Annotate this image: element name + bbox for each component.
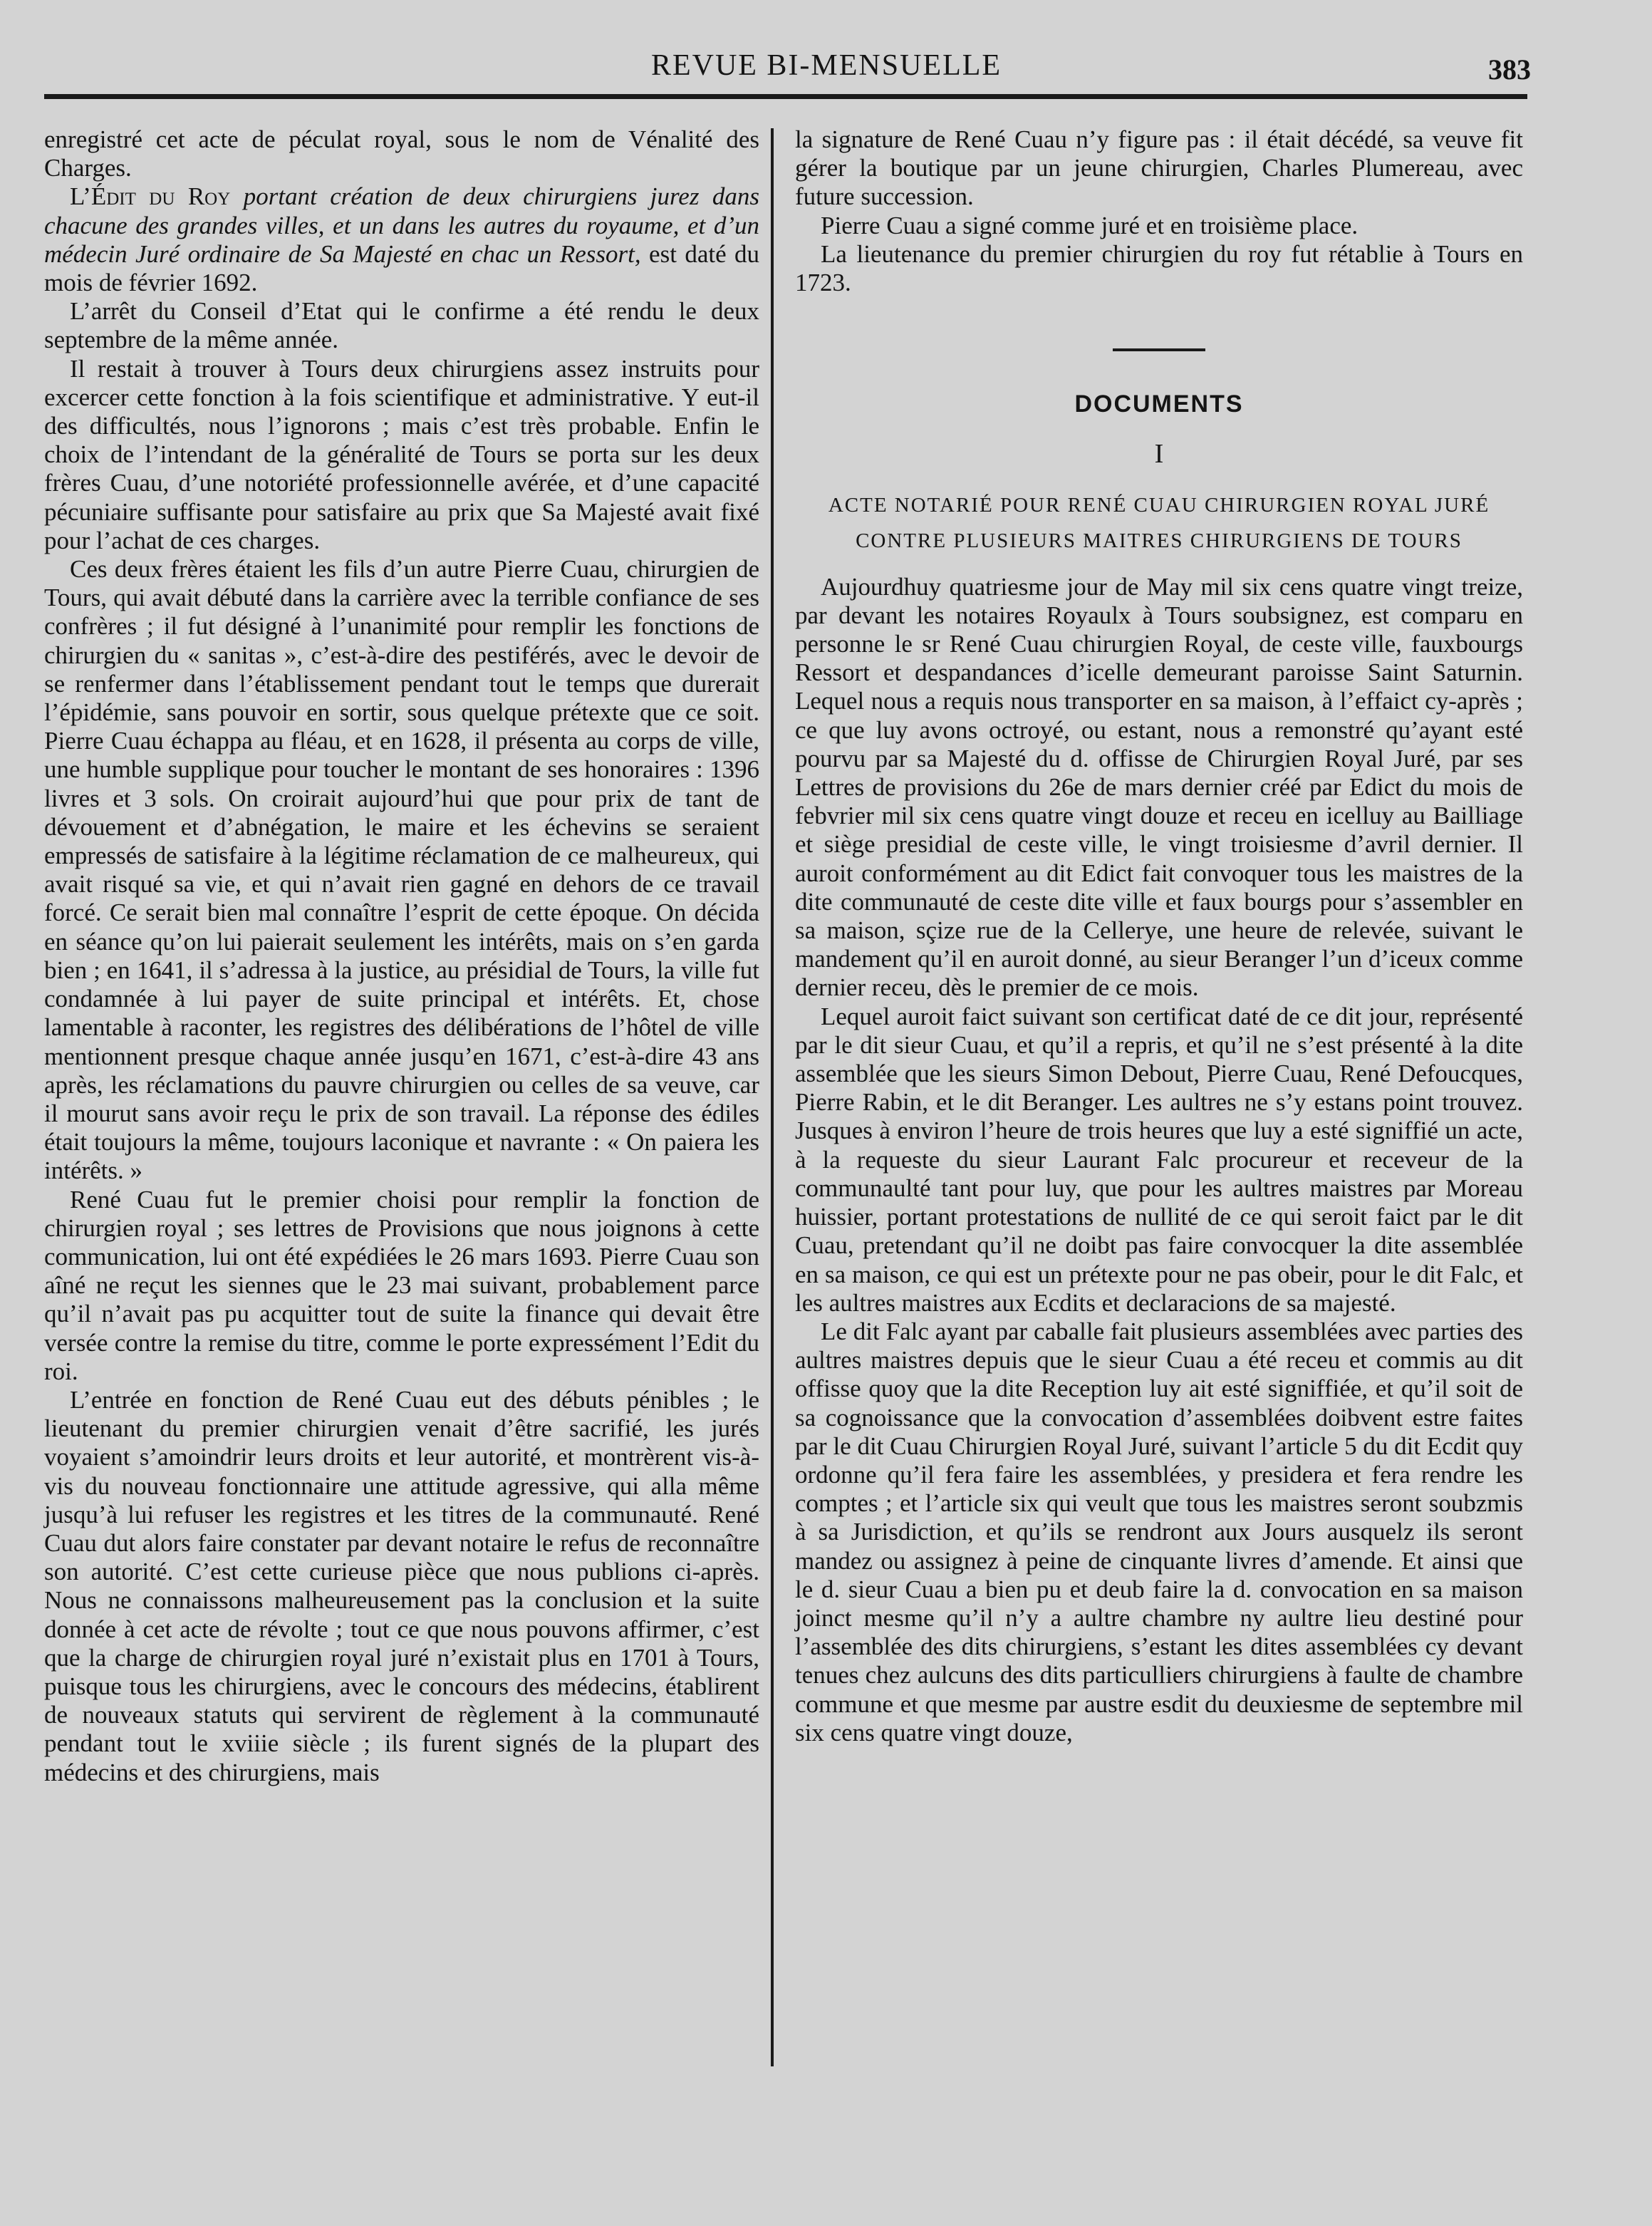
paragraph: la signature de René Cuau n’y figure pas : il était décédé, sa veuve fit gérer la boutique par un jeune chirurgien, Charles Plumereau, avec future succession. xyxy=(795,125,1523,211)
header-rule xyxy=(44,94,1527,99)
document-number: I xyxy=(1154,439,1164,470)
right-column xyxy=(795,125,1523,1747)
edit-date: est daté du mois de février 1692. xyxy=(44,239,760,297)
left-column xyxy=(44,125,759,1787)
section-rule xyxy=(1113,348,1205,351)
document-title xyxy=(795,487,1523,559)
paragraph: La lieutenance du premier chirurgien du roy fut rétablie à Tours en 1723. xyxy=(795,239,1523,297)
paragraph: enregistré cet acte de péculat royal, sous le nom de Vénalité des Charges. xyxy=(44,125,759,182)
paragraph: Pierre Cuau a signé comme juré et en troisième place. xyxy=(821,211,1359,239)
edit-title: L’Édit du Roy xyxy=(70,182,231,211)
paragraph: L’entrée en fonction de René Cuau eut des débuts pénibles ; le lieutenant du premier chirurgien venait d’être sacrifié, les jurés voyaient s’amoindrir leurs droits et leur autorité, et montrèrent vis-à-vis du nouveau fonctionnaire une attitude agressive, qui alla même jusqu’à lui refuser les registres et les titres de la communauté. René Cuau dut alors faire constater par devant notaire le refus de reconnaître son autorité. C’est cette curieuse pièce que nous publions ci-après. Nous ne connaissons malheureusement pas la conclusion et la suite donnée à cet acte de révolte ; tout ce que nous pouvons affirmer, c’est que la charge de chirurgien royal juré n’existait plus en 1701 à Tours, puisque tous les chirurgiens, avec le concours des médecins, établirent de nouveaux statuts qui servirent de règlement à la communauté pendant tout le xviiie siècle ; ils furent signés de la plupart des médecins et des chirurgiens, mais xyxy=(44,1385,759,1786)
document-paragraph: Aujourdhuy quatriesme jour de May mil six cens quatre vingt treize, par devant les notaires Royaulx à Tours soubsignez, est comparu en personne le sr René Cuau chirurgien Royal, de ceste ville, fauxbourgs Ressort et despandances d’icelle demeurant paroisse Saint Saturnin. Lequel nous a requis nous transporter en sa maison, à l’effaict cy-après ; ce que luy avons octroyé, ou estant, nous a remonstré qu’ayant esté pourvu par sa Majesté du d. offisse de Chirurgien Royal Juré, par ses Lettres de provisions du 26e de mars dernier créé par Edict du mois de febvrier mil six cens quatre vingt douze et receu en icelluy au Bailliage et siège presidial de ceste ville, le vingt troisiesme d’avril dernier. Il auroit conformément au dit Edict fait convoquer tous les maistres de la dite communauté de ceste dite ville et faux bourgs pour s’assembler en sa maison, sçize rue de la Cellerye, une heure de relevée, suivant le mandement qu’il en auroit donné, au sieur Beranger l’un d’iceux comme dernier receu, dès le premier de ce mois. xyxy=(795,572,1523,1002)
paragraph: René Cuau fut le premier choisi pour remplir la fonction de chirurgien royal ; ses lettres de Provisions que nous joignons à cette communication, lui ont été expédiées le 26 mars 1693. Pierre Cuau son aîné ne reçut les siennes que le 23 mai suivant, probablement parce qu’il n’avait pas pu acquitter tout de suite la finance qui devait être versée contre la remise du titre, comme le porte expressément l’Edit du roi. xyxy=(44,1185,759,1385)
document-paragraph: Le dit Falc ayant par caballe fait plusieurs assemblées avec parties des aultres maistres depuis que le sieur Cuau a été receu et commis au dit offisse quoy que la dite Reception luy ait esté signiffiée, et qu’il soit de sa cognoissance que la convocation d’assemblées doibvent estre faites par le dit Cuau Chirurgien Royal Juré, suivant l’article 5 du dit Ecdit quy ordonne qu’il fera faire les assemblées, y presidera et fera rendre les comptes ; et l’article six qui veult que tous les maistres seront soubzmis à sa Jurisdiction, et qu’ils se rendront aux Jours ausquelz ils seront mandez ou assignez à peine de cinquante livres d’amende. Et ainsi que le d. sieur Cuau a bien pu et deub faire la d. convocation en sa maison joinct mesme qu’il n’y a aultre chambre ny aultre lieu destiné pour l’assemblée des dits chirurgiens, s’estant les dites assemblées cy devant tenues chez aulcuns des dits particulliers chirurgiens à faulte de chambre commune et que mesme par austre esdit du deuxiesme de septembre mil six cens quatre vingt douze, xyxy=(795,1317,1523,1746)
document-title-line: ACTE NOTARIÉ POUR RENÉ CUAU CHIRURGIEN ROYAL JURÉ xyxy=(828,493,1490,517)
document-title-line: CONTRE PLUSIEURS MAITRES CHIRURGIENS DE TOURS xyxy=(856,529,1463,552)
column-divider xyxy=(771,128,774,2066)
paragraph: L’arrêt du Conseil d’Etat qui le confirme a été rendu le deux septembre de la même année. xyxy=(44,297,759,354)
section-heading: DOCUMENTS xyxy=(1074,390,1244,418)
paragraph: Il restait à trouver à Tours deux chirurgiens assez instruits pour excercer cette fonction à la fois scientifique et administrative. Y eut-il des difficultés, nous l’ignorons ; mais c’est très probable. Enfin le choix de l’intendant de la généralité de Tours se porta sur les deux frères Cuau, d’une notoriété professionnelle avérée, et d’une capacité pécuniaire suffisante pour satisfaire au prix que Sa Majesté avait fixé pour l’achat de ces charges. xyxy=(44,354,759,554)
running-header xyxy=(0,43,1652,93)
edit-description: portant création de deux chirurgiens jurez dans chacune des grandes villes, et un dans les autres du royaume, et d’un médecin Juré ordinaire de Sa Majesté en chac un Ressort, xyxy=(44,182,760,268)
document-paragraph: Lequel auroit faict suivant son certificat daté de ce dit jour, représenté par le dit sieur Cuau, et qu’il a repris, et qu’il ne s’est présenté à la dite assemblée que les sieurs Simon Debout, Pierre Cuau, René Defoucques, Pierre Rabin, et le dit Beranger. Les aultres ne s’y estans point trouvez. Jusques à environ l’heure de trois heures que luy a esté signiffié un acte, à la requeste du sieur Laurant Falc procureur et receveur de la communaulté tant pour luy, que pour les aultres maistres par Moreau huissier, portant protestations de nullité de ce qui seroit faict par le dit Cuau, pretendant qu’il ne doibt pas faire convocquer la dite assemblée en sa maison, ce qui est un prétexte pour ne pas obeir, pour le dit Falc, et les aultres maistres aux Ecdits et declaracions de sa majesté. xyxy=(795,1002,1523,1317)
page-number: 383 xyxy=(1488,53,1531,86)
paragraph-edit xyxy=(44,182,759,297)
paragraph: Ces deux frères étaient les fils d’un autre Pierre Cuau, chirurgien de Tours, qui avait débuté dans la carrière avec la terrible confiance de ses confrères ; il fut désigné à l’unanimité pour remplir les fonctions de chirurgien du « sanitas », c’est-à-dire des pestiférés, avec le devoir de se renfermer dans l’établissement pendant tout le temps que durerait l’épidémie, sans pouvoir en sortir, sous quelque prétexte que ce soit. Pierre Cuau échappa au fléau, et en 1628, il présenta au corps de ville, une humble supplique pour toucher le montant de ses honoraires : 1396 livres et 3 sols. On croirait aujourd’hui que pour prix de tant de dévouement et d’abnégation, le maire et les échevins se seraient empressés de satisfaire à la légitime réclamation de ce malheureux, qui avait risqué sa vie, et qui n’avait rien gagné en dehors de ce travail forcé. Ce serait bien mal connaître l’esprit de cette époque. On décida en séance qu’on lui paierait seulement les intérêts, mais on s’en garda bien ; en 1641, il s’adressa à la justice, au présidial de Tours, la ville fut condamnée à lui payer de suite principal et intérêts. Et, chose lamentable à raconter, les registres des délibérations de l’hôtel de ville mentionnent presque chaque année jusqu’en 1671, c’est-à-dire 43 ans après, les réclamations du pauvre chirurgien ou celles de sa veuve, car il mourut sans avoir reçu le prix de son travail. La réponse des édiles était toujours la même, toujours laconique et navrante : « On paiera les intérêts. » xyxy=(44,555,759,1185)
journal-title: REVUE BI-MENSUELLE xyxy=(650,49,1002,82)
